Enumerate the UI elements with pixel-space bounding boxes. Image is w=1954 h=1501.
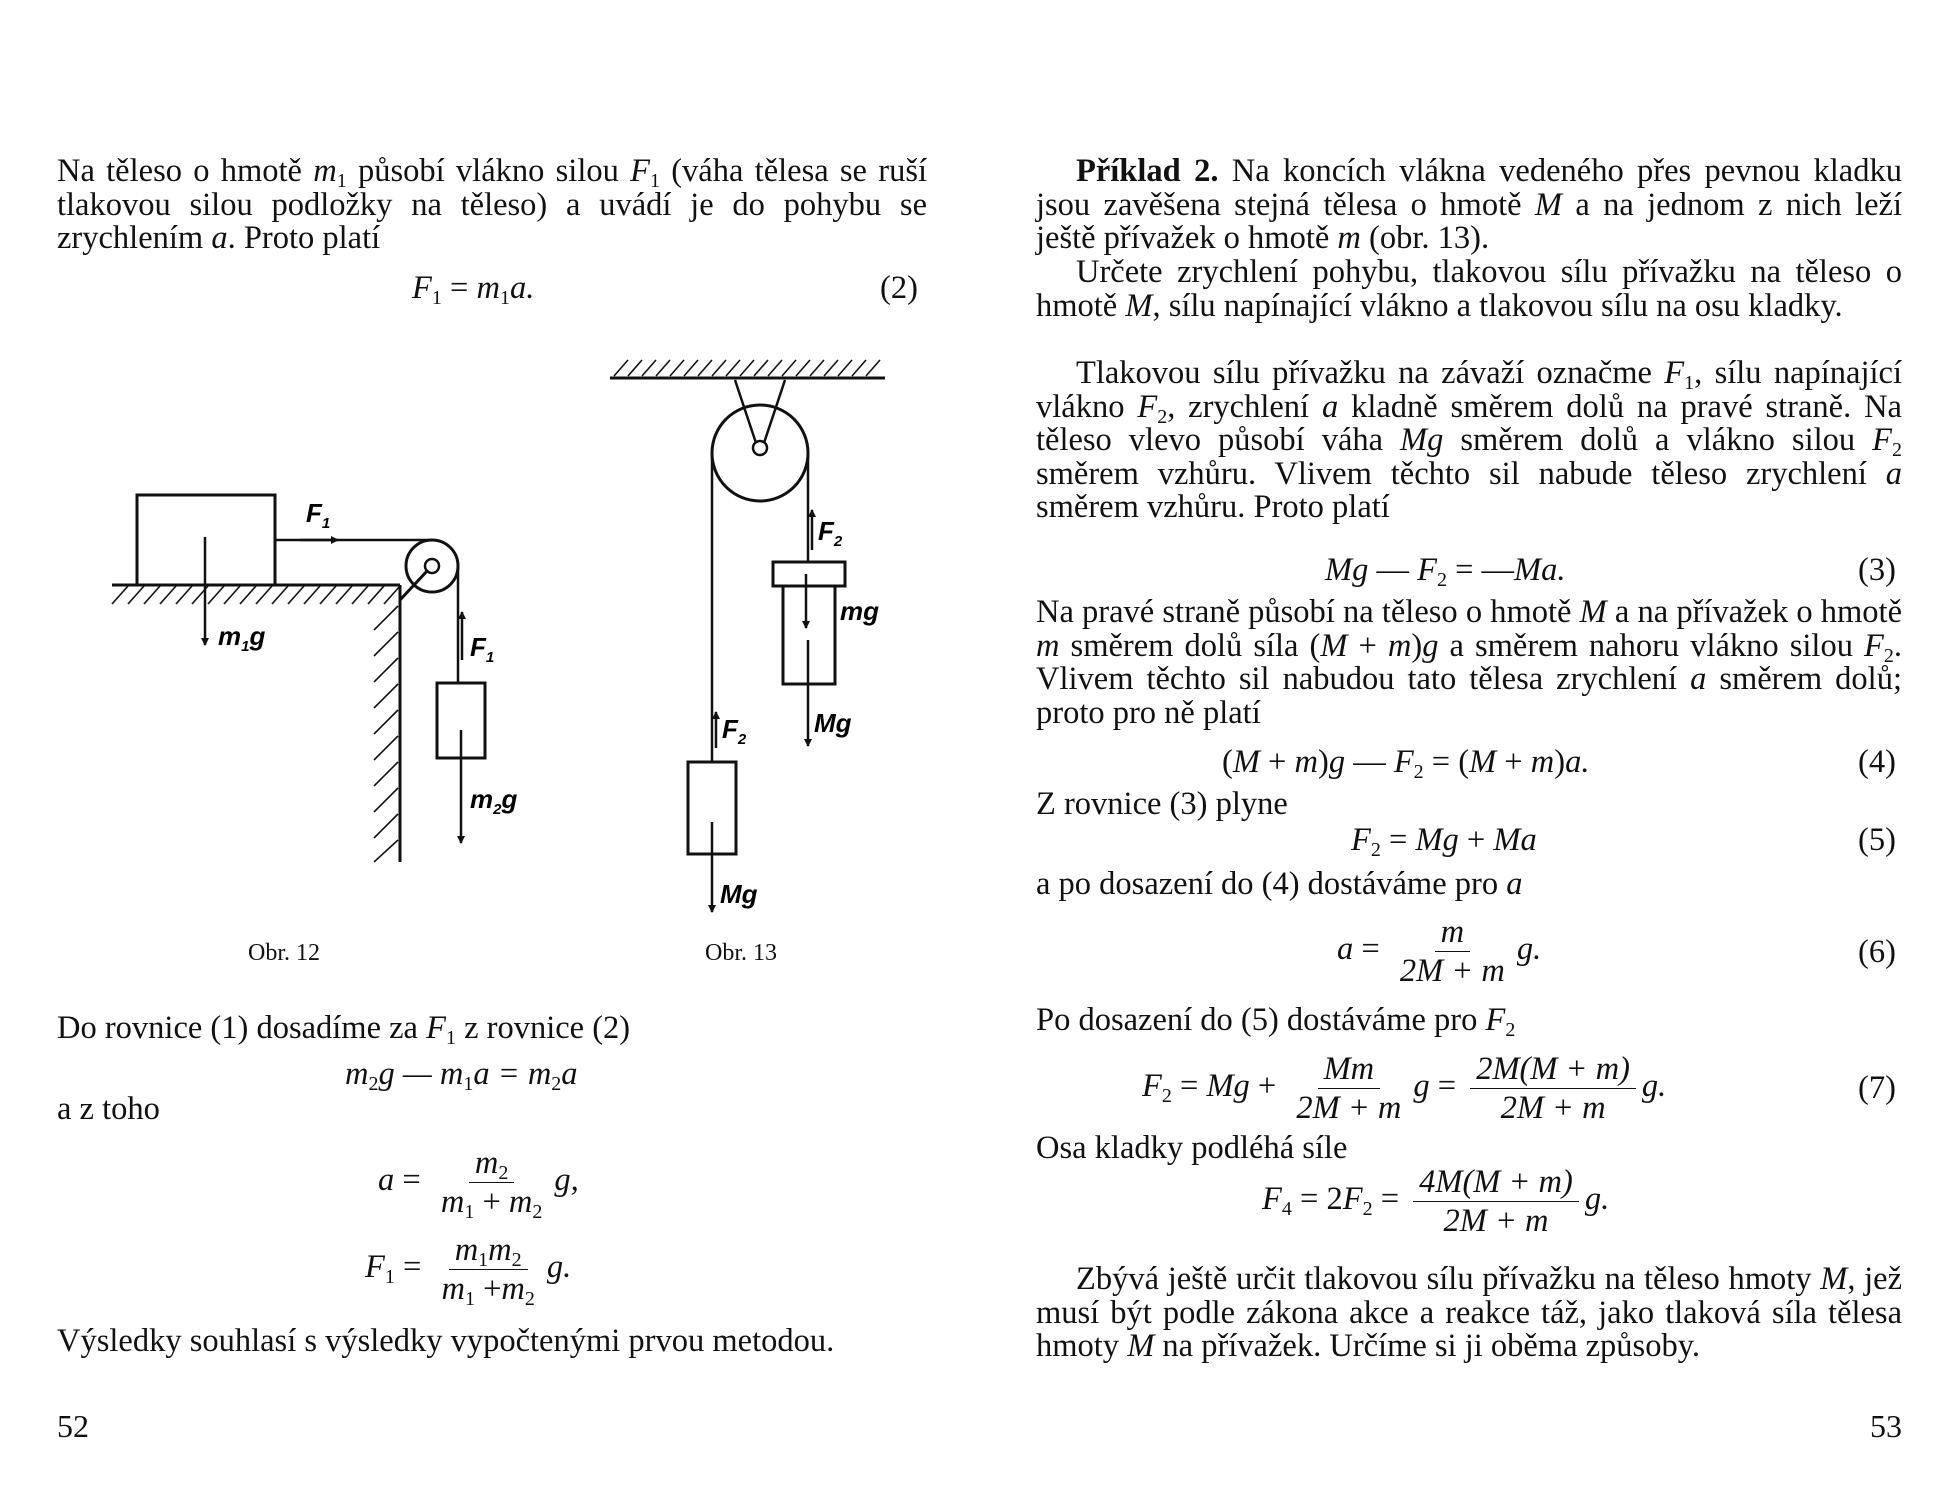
after-substitution-5-line: Po dosazení do (5) dostáváme pro $F_2$ <box>1036 1002 1516 1041</box>
and-therefore-line: a z toho <box>57 1091 160 1127</box>
equation-4: (M + m)g — $F_2 = (M + m)a$. <box>1222 744 1590 783</box>
figure-13-caption: Obr. 13 <box>705 940 777 966</box>
equation-6-number: (6) <box>1858 934 1896 970</box>
figures-12-13 <box>0 340 960 960</box>
equation-a: a = $\frac{m_2}{m_1 + m_2}$ g, <box>378 1145 579 1223</box>
equation-3: Mg — $F_2$ = —Ma. <box>1325 552 1566 591</box>
equation-F1: $F_1$ = $\frac{m_1m_2}{m_1 +m_2}$ g. <box>365 1232 572 1310</box>
equation-3-number: (3) <box>1858 552 1896 588</box>
figure-12-caption: Obr. 12 <box>248 940 320 966</box>
from-equation-3-line: Z rovnice (3) plyne <box>1036 786 1288 822</box>
fig12-label-m2g: $m_2g$ <box>470 784 518 818</box>
fig13-label-Mg-left: Mg <box>720 879 758 909</box>
page-number-right: 53 <box>1870 1408 1902 1444</box>
equation-2-number: (2) <box>880 270 918 306</box>
fig12-label-f1-top: $F_1$ <box>306 498 331 532</box>
equation-7: $F_2 = Mg$ + $\frac{Mm}{2M + m}$ g = $\frac{2M(M + m)}{2M + m}$ g. <box>1142 1051 1667 1126</box>
equation-F4: $F_4 = 2F_2$ = $\frac{4M(M + m)}{2M + m}$ g. <box>1262 1164 1610 1239</box>
equation-5: $F_2 = Mg + Ma$ <box>1351 822 1537 861</box>
forces-paragraph: Tlakovou sílu přívažku na závaží označme $F_1$, sílu napínající vlákno $F_2$, zrychlení a kladně směrem dolů na pravé straně. Na těleso vlevo působí váha Mg směrem dolů a vlákno silou $F_2$ směrem vzhůru. Vlivem těchto sil nabude těleso zrychlení a směrem vzhůru. Proto platí <box>1036 355 1902 525</box>
substitution-line: Do rovnice (1) dosadíme za $F_1$ z rovnice (2) <box>57 1010 631 1049</box>
right-side-paragraph: Na pravé straně působí na těleso o hmotě M a na přívažek o hmotě m směrem dolů síla (M + m)g a směrem nahoru vlákno silou $F_2$. Vlivem těchto sil nabudou tato tělesa zrychlení a směrem dolů; proto pro ně platí <box>1036 594 1903 731</box>
equation-5-number: (5) <box>1858 822 1896 858</box>
final-paragraph: Zbývá ještě určit tlakovou sílu přívažku na těleso hmoty M, jež musí být podle zákona akce a reakce táž, jako tlaková síla tělesa hmoty M na přívažek. Určíme si ji oběma způsoby. <box>1036 1261 1903 1364</box>
equation-7-number: (7) <box>1858 1070 1896 1106</box>
equation-2: $F_1 = m_1a$. <box>412 270 535 309</box>
example-2-paragraph: Příklad 2. Na koncích vlákna vedeného přes pevnou kladku jsou zavěšena stejná tělesa o hmotě M a na jednom z nich leží ještě přívažek o hmotě m (obr. 13). <box>1036 153 1902 256</box>
page-number-left: 52 <box>57 1408 89 1444</box>
equation-4-number: (4) <box>1858 744 1896 780</box>
fig13-label-f2-left: $F_2$ <box>722 714 747 748</box>
fig13-label-mg: mg <box>840 596 879 626</box>
task-paragraph: Určete zrychlení pohybu, tlakovou sílu přívažku na těleso o hmotě M, sílu napínající vlákno a tlakovou sílu na osu kladky. <box>1036 254 1902 324</box>
intro-paragraph: Na těleso o hmotě $m_1$ působí vlákno silou $F_1$ (váha tělesa se ruší tlakovou silou podložky na těleso) a uvádí je do pohybu se zrychlením a. Proto platí <box>57 153 927 256</box>
equation-m2g: $m_2g$ — $m_1a = m_2a$ <box>345 1056 578 1095</box>
after-substitution-4-line: a po dosazení do (4) dostáváme pro a <box>1036 866 1523 902</box>
fig13-label-Mg-right: Mg <box>814 708 852 738</box>
results-line: Výsledky souhlasí s výsledky vypočtenými prvou metodou. <box>57 1323 835 1359</box>
fig12-label-f1-right: $F_1$ <box>470 632 495 666</box>
equation-6: a = $\frac{m}{2M + m}$ g. <box>1337 914 1542 989</box>
fig12-label-m1g: $m_1g$ <box>218 621 266 655</box>
fig13-label-f2-right: $F_2$ <box>818 516 843 550</box>
fig12-drawing <box>112 495 485 862</box>
fig13-drawing <box>610 360 885 912</box>
pulley-axis-line: Osa kladky podléhá síle <box>1036 1130 1348 1166</box>
